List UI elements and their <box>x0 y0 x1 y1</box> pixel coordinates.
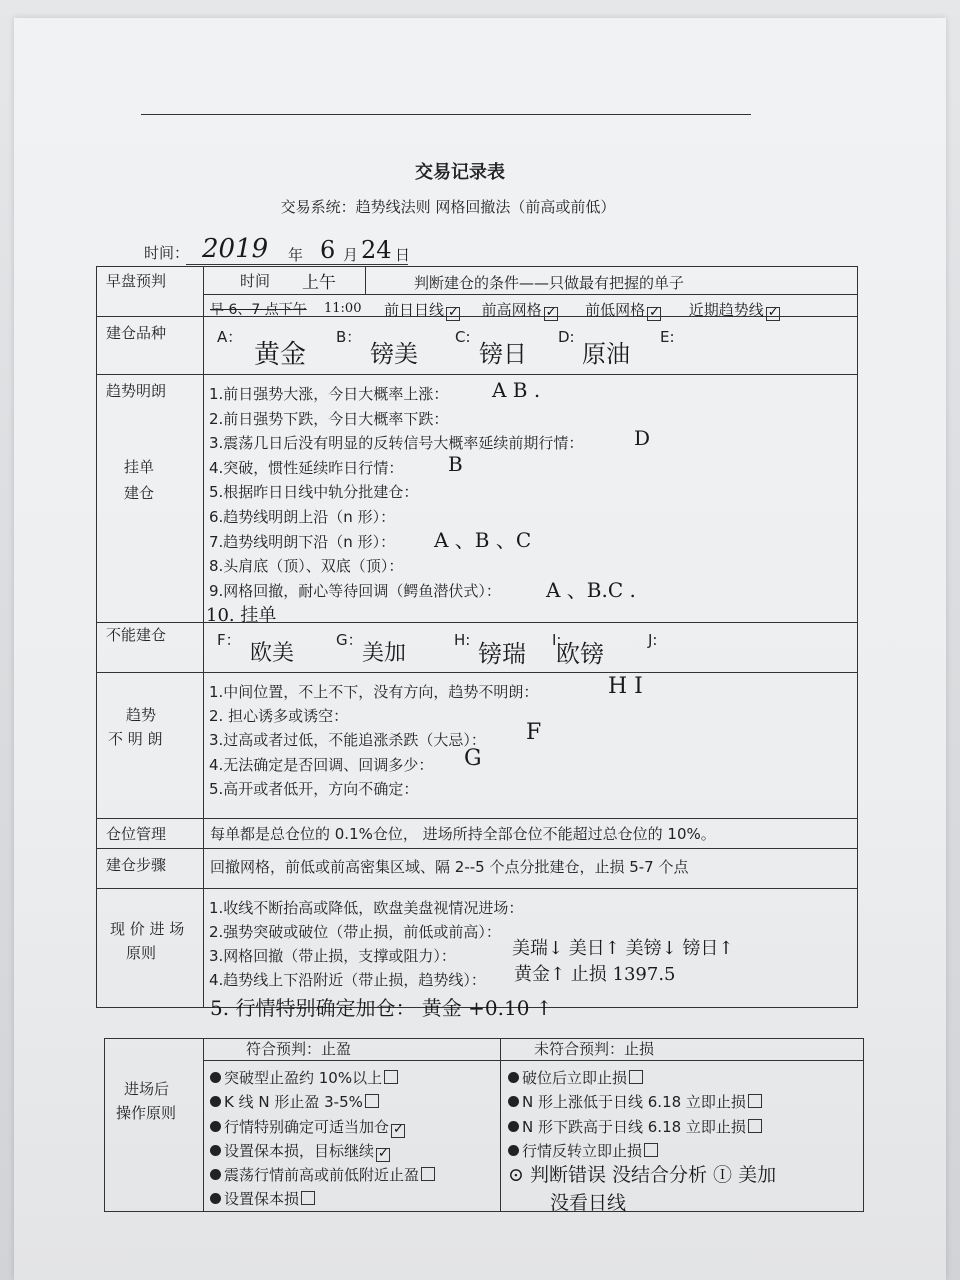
checkbox-icon[interactable] <box>365 1094 379 1108</box>
label-column-divider <box>203 266 204 1008</box>
checkbox-icon[interactable] <box>301 1191 315 1205</box>
bullet-icon <box>210 1145 221 1156</box>
trend-clear-sub2: 建仓 <box>124 484 155 502</box>
entry-handwritten-4: 黄金↑ 止损 1397.5 <box>514 964 676 985</box>
condition-title: 判断建仓的条件——只做最有把握的单子 <box>414 274 685 292</box>
trend-clear-list <box>209 382 583 603</box>
cannot-h-value: 镑瑞 <box>478 640 526 668</box>
variety-a-letter: A： <box>217 328 243 346</box>
entry-handwritten-5: 5. 行情特别确定加仓： 黄金 +0.10 ↑ <box>210 996 553 1020</box>
trend-unclear-label2: 不 明 朗 <box>108 730 163 748</box>
row-divider <box>96 848 858 849</box>
varieties-label: 建仓品种 <box>106 324 167 342</box>
stop-loss-item[interactable]: 行情反转立即止损 <box>508 1139 762 1163</box>
checkbox-icon[interactable] <box>647 307 661 321</box>
date-day: 24 <box>361 236 392 264</box>
entry-label2: 原则 <box>126 944 157 962</box>
entry-item: 2.强势突破或破位（带止损，前低或前高）： <box>209 923 501 941</box>
date-month: 6 <box>320 236 336 264</box>
trend-clear-item: 5.根据昨日日线中轨分批建仓： <box>209 483 419 502</box>
trend-clear-item: 7.趋势线明朗下沿（n 形）： <box>209 532 396 551</box>
condition-daily[interactable]: 前日日线✓ <box>384 301 460 319</box>
after-right-list <box>508 1066 762 1163</box>
take-profit-item[interactable]: 设置保本损 <box>210 1187 435 1211</box>
cannot-i-value: 欧镑 <box>556 640 604 668</box>
bullet-icon <box>210 1096 221 1107</box>
after-handwritten-1: ⊙ 判断错误 没结合分析 Ⓘ 美加 <box>508 1164 777 1186</box>
condition-prev-high[interactable]: 前高网格✓ <box>482 301 558 319</box>
take-profit-item[interactable]: 突破型止盈约 10%以上 <box>210 1066 435 1090</box>
checkbox-icon[interactable] <box>384 1070 398 1084</box>
trend-unclear-label1: 趋势 <box>126 706 157 724</box>
condition-list <box>384 301 780 321</box>
cannot-f-letter: F： <box>217 631 241 649</box>
cannot-j-letter: J: <box>648 631 658 649</box>
after-middle-divider <box>500 1038 501 1212</box>
trend-answer-7: A 、B 、C <box>434 528 532 552</box>
checkbox-icon[interactable] <box>629 1070 643 1084</box>
row-divider <box>96 374 858 375</box>
trend-clear-label: 趋势明朗 <box>106 382 167 400</box>
after-label2: 操作原则 <box>116 1104 177 1122</box>
after-left-list <box>210 1066 435 1212</box>
variety-e-letter: E: <box>660 328 675 346</box>
bullet-icon <box>508 1145 519 1156</box>
variety-d-value: 原油 <box>582 340 630 368</box>
cannot-f-value: 欧美 <box>250 641 295 666</box>
variety-b-letter: B： <box>336 328 362 346</box>
unclear-answer-4: G <box>464 746 482 771</box>
trend-clear-item: 1.前日强势大涨，今日大概率上涨： <box>209 385 449 403</box>
entry-item: 3.网格回撤（带止损，支撑或阻力）： <box>209 947 456 965</box>
trend-unclear-item: 3.过高或者过低，不能追涨杀跌（大忌）： <box>209 731 486 750</box>
variety-c-letter: C: <box>455 328 471 346</box>
cannot-g-value: 美加 <box>362 641 407 666</box>
after-label-divider <box>203 1038 204 1212</box>
trend-clear-item: 2.前日强势下跌，今日大概率下跌： <box>209 409 449 428</box>
trend-clear-item: 8.头肩底（顶）、双底（顶）： <box>209 557 404 576</box>
entry-item: 1.收线不断抬高或降低，欧盘美盘视情况进场： <box>209 899 524 917</box>
stop-loss-item[interactable]: N 形下跌高于日线 6.18 立即止损 <box>508 1115 762 1139</box>
position-text: 每单都是总仓位的 0.1%仓位， 进场所持全部仓位不能超过总仓位的 10%。 <box>210 825 716 843</box>
date-row <box>144 244 189 262</box>
checkbox-icon[interactable] <box>446 307 460 321</box>
take-profit-item[interactable]: 行情特别确定可适当加仓✓ <box>210 1115 435 1139</box>
take-profit-item[interactable]: K 线 N 形止盈 3-5% <box>210 1090 435 1114</box>
bullet-icon <box>210 1193 221 1204</box>
bullet-icon <box>210 1169 221 1180</box>
time-handwritten: 上午 <box>302 273 336 293</box>
date-year-unit: 年 <box>288 246 304 264</box>
date-year: 2019 <box>202 234 269 264</box>
checkbox-icon[interactable] <box>748 1119 762 1133</box>
bullet-icon <box>210 1121 221 1132</box>
trend-clear-item: 4.突破，惯性延续昨日行情： <box>209 458 404 477</box>
after-label1: 进场后 <box>124 1080 170 1098</box>
top-rule <box>141 114 751 115</box>
stop-loss-item[interactable]: 破位后立即止损 <box>508 1066 762 1090</box>
morning-label: 早盘预判 <box>106 272 167 290</box>
unclear-answer-3: F <box>526 720 542 745</box>
trend-unclear-item: 5.高开或者低开，方向不确定： <box>209 779 419 798</box>
bullet-icon <box>508 1072 519 1083</box>
trend-clear-item: 6.趋势线明朗上沿（n 形）： <box>209 507 396 526</box>
condition-prev-low[interactable]: 前低网格✓ <box>585 301 661 319</box>
entry-handwritten-3: 美瑞↓ 美日↑ 美镑↓ 镑日↑ <box>512 938 734 959</box>
variety-c-value: 镑日 <box>479 340 527 368</box>
after-left-head: 符合预判：止盈 <box>246 1040 352 1058</box>
cannot-h-letter: H: <box>454 631 471 649</box>
bullet-icon <box>508 1096 519 1107</box>
bullet-icon <box>210 1072 221 1083</box>
position-label: 仓位管理 <box>106 825 167 843</box>
checkbox-icon[interactable] <box>644 1143 658 1157</box>
row-divider <box>96 888 858 889</box>
sub-row-divider <box>365 294 858 295</box>
after-head-divider <box>203 1060 864 1061</box>
form-subtitle: 交易系统：趋势线法则 网格回撤法（前高或前低） <box>280 198 616 216</box>
entry-item: 4.趋势线上下沿附近（带止损，趋势线）： <box>209 971 486 989</box>
row-divider <box>96 818 858 819</box>
date-day-unit: 日 <box>395 246 411 264</box>
trend-answer-9: A 、B.C . <box>546 578 636 602</box>
time-label: 时间 <box>240 272 271 290</box>
take-profit-item[interactable]: 设置保本损，目标继续✓ <box>210 1139 435 1163</box>
trend-answer-4: B <box>448 452 463 476</box>
paper-sheet <box>14 18 946 1280</box>
time-original-struck: 早 6、7 点下午 <box>210 302 307 318</box>
date-underline <box>186 264 408 265</box>
row-divider <box>96 672 858 673</box>
checkbox-icon[interactable] <box>421 1167 435 1181</box>
trend-answer-1: A B . <box>492 378 541 402</box>
trend-unclear-item: 2. 担心诱多或诱空： <box>209 707 349 726</box>
date-label: 时间： <box>144 244 190 262</box>
date-month-unit: 月 <box>343 246 359 264</box>
take-profit-item[interactable]: 震荡行情前高或前低附近止盈 <box>210 1163 435 1187</box>
bullet-icon <box>508 1121 519 1132</box>
trend-answer-3: D <box>634 426 651 450</box>
time-handwritten-2: 11:00 <box>324 301 362 316</box>
checkbox-icon[interactable] <box>748 1094 762 1108</box>
entry-list <box>209 896 523 992</box>
variety-b-value: 镑美 <box>370 340 418 368</box>
condition-trendline[interactable]: 近期趋势线✓ <box>689 301 780 319</box>
variety-a-value: 黄金 <box>254 340 307 370</box>
unclear-answer-1: H I <box>608 674 643 699</box>
trend-unclear-item: 1.中间位置，不上不下，没有方向，趋势不明朗： <box>209 683 539 701</box>
steps-label: 建仓步骤 <box>106 856 167 874</box>
variety-d-letter: D: <box>558 328 575 346</box>
cannot-g-letter: G： <box>336 631 363 649</box>
after-handwritten-2: 没看日线 <box>550 1192 627 1214</box>
steps-text: 回撤网格，前低或前高密集区域、隔 2--5 个点分批建仓，止损 5-7 个点 <box>210 858 689 876</box>
entry-label1: 现 价 进 场 <box>110 920 185 938</box>
trend-clear-item: 3.震荡几日后没有明显的反转信号大概率延续前期行情： <box>209 434 584 453</box>
checkbox-icon[interactable] <box>766 307 780 321</box>
cannot-i-letter: I: <box>552 631 562 649</box>
time-cell-divider <box>365 266 366 294</box>
sub-row-divider <box>203 294 365 295</box>
trend-unclear-item: 4.无法确定是否回调、回调多少： <box>209 755 434 774</box>
trend-clear-item: 9.网格回撤，耐心等待回调（鳄鱼潜伏式）： <box>209 581 501 600</box>
stop-loss-item[interactable]: N 形上涨低于日线 6.18 立即止损 <box>508 1090 762 1114</box>
form-title: 交易记录表 <box>415 162 505 183</box>
checkbox-icon[interactable] <box>544 307 558 321</box>
cannot-build-label: 不能建仓 <box>106 626 167 644</box>
trend-extra-item: 10. 挂单 <box>206 605 277 626</box>
trend-unclear-list <box>209 680 538 801</box>
checkbox-icon[interactable] <box>391 1124 405 1138</box>
checkbox-icon[interactable] <box>376 1148 390 1162</box>
after-right-head: 未符合预判：止损 <box>534 1040 655 1058</box>
trend-clear-sub1: 挂单 <box>124 458 155 476</box>
